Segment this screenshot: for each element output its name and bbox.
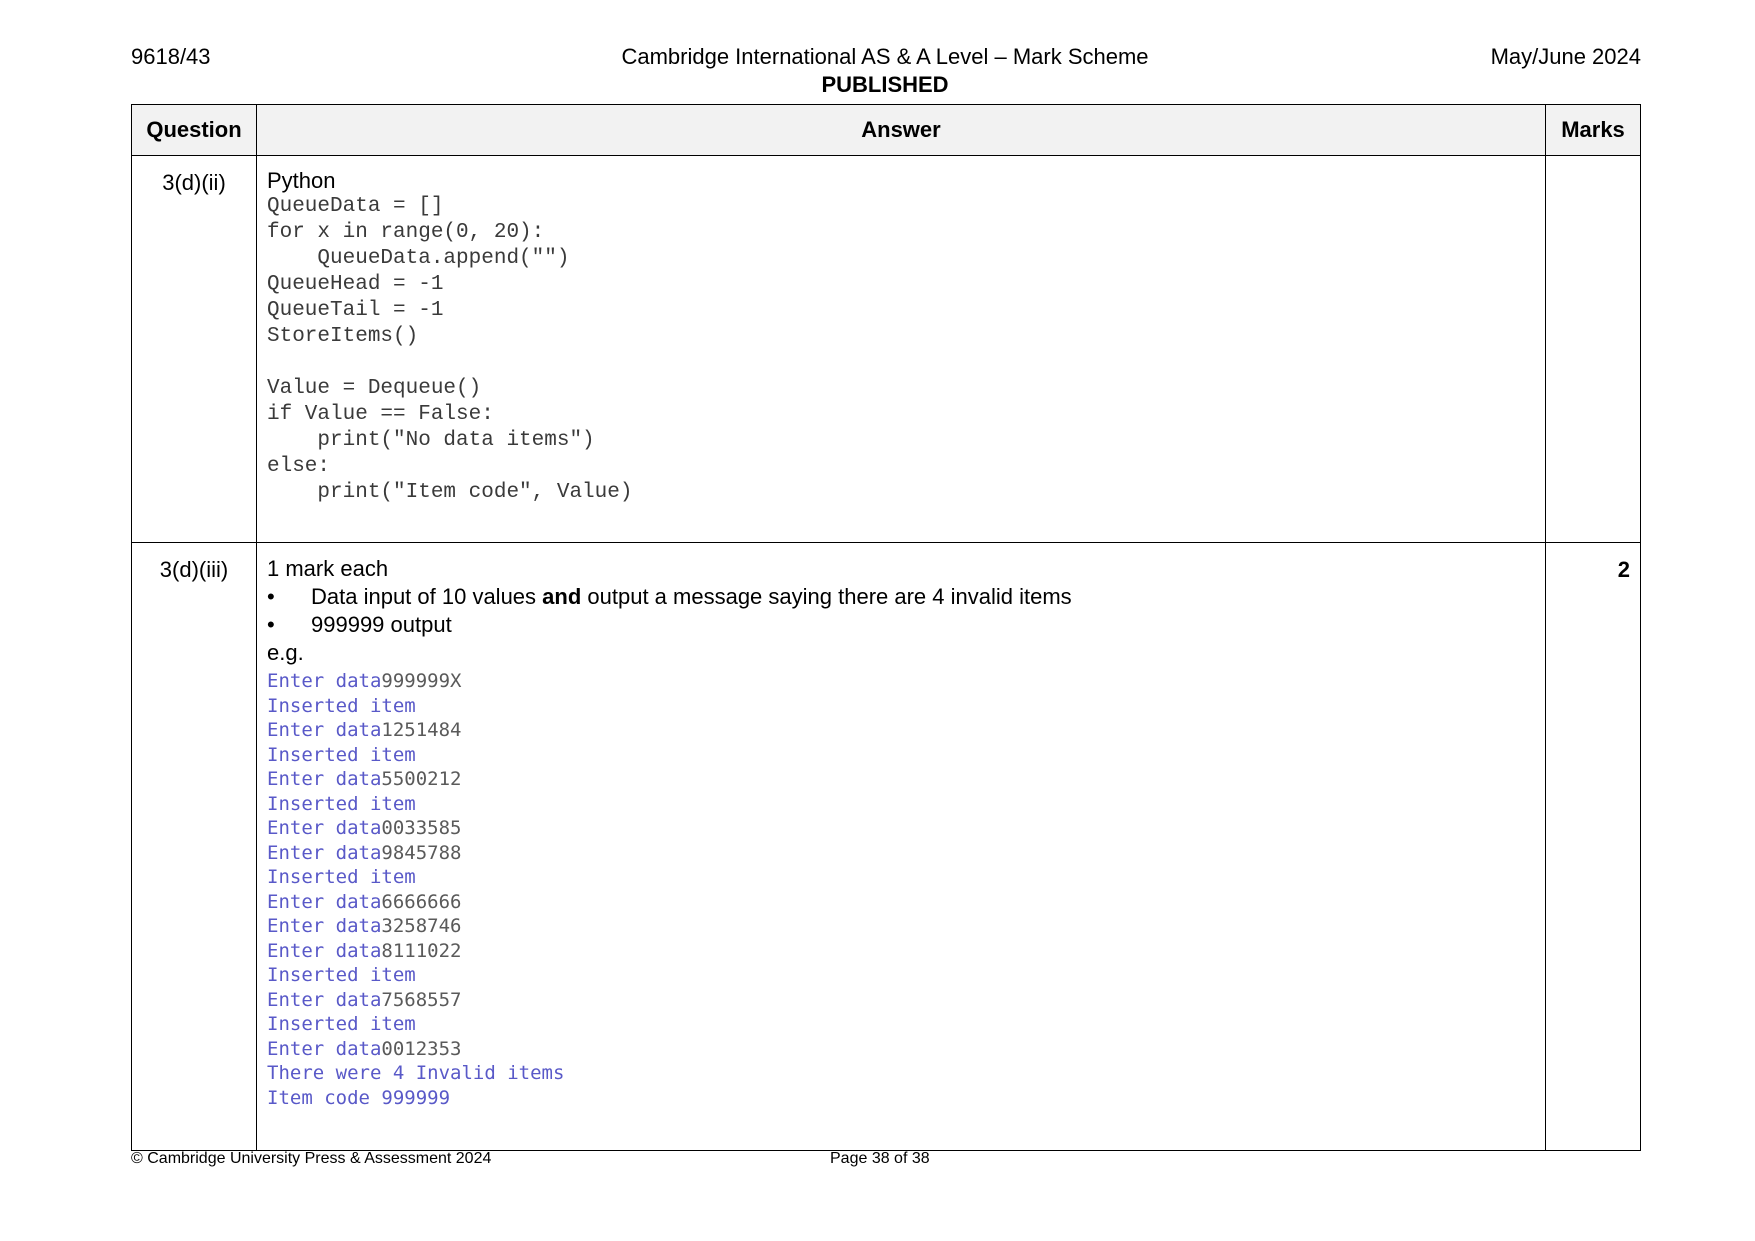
console-prompt: Inserted item [267,964,416,986]
console-prompt: Enter data [267,1037,382,1060]
python-code-block: QueueData = [] for x in range(0, 20): QueueData.append("") QueueHead = -1 QueueTail = -1 StoreItems() Value = Dequeue() if Value == False: print("No data items") else: print("Item code", Value) [267,195,633,504]
question-number: 3(d)(iii) [132,543,257,1151]
copyright-notice: © Cambridge University Press & Assessment 2024 [131,1150,492,1167]
console-line [267,963,1535,988]
console-prompt: There were 4 Invalid items [267,1062,565,1084]
language-label: Python [267,168,336,193]
console-prompt: Inserted item [267,743,416,766]
question-number: 3(d)(ii) [132,156,257,543]
console-input-value: 6666666 [381,890,462,913]
question-column-header: Question [132,105,257,156]
console-input-value: 999999X [381,670,462,692]
marking-point-emphasis: and [542,584,582,609]
answer-cell [257,543,1546,1151]
console-line [267,1086,1535,1111]
example-label: e.g. [267,640,304,665]
console-prompt: Inserted item [267,866,416,888]
console-prompt: Enter data [267,670,382,692]
marking-point-text: 999999 output [311,612,452,637]
table-row [132,543,1641,1151]
list-item [267,611,1535,639]
console-prompt: Enter data [267,817,382,839]
console-line [267,792,1535,817]
console-line [267,914,1535,939]
console-prompt: Enter data [267,768,382,790]
answer-column-header: Answer [257,105,1546,156]
console-input-value: 8111022 [381,939,462,962]
console-line [267,816,1535,841]
mark-scheme-table [131,104,1641,1151]
console-line [267,767,1535,792]
console-prompt: Enter data [267,939,382,962]
console-prompt: Enter data [267,988,382,1011]
console-prompt: Inserted item [267,792,416,815]
bullet-icon: • [267,584,275,609]
console-line [267,865,1535,890]
marking-point-text: Data input of 10 values [311,584,543,609]
console-line [267,743,1535,768]
console-line [267,890,1535,915]
marks-column-header: Marks [1546,105,1641,156]
console-line [267,988,1535,1013]
document-title: Cambridge International AS & A Level – Mark Scheme [621,44,1149,69]
console-line [267,841,1535,866]
answer-cell [257,156,1546,543]
console-line [267,694,1535,719]
table-header-row [132,105,1641,156]
console-prompt: Inserted item [267,1013,416,1035]
console-line [267,669,1535,694]
console-prompt: Inserted item [267,694,416,717]
console-prompt: Enter data [267,890,382,913]
console-prompt: Enter data [267,841,382,864]
console-line [267,939,1535,964]
page-number: Page 38 of 38 [830,1150,930,1167]
console-line [267,1037,1535,1062]
exam-session: May/June 2024 [1490,44,1641,69]
console-input-value: 5500212 [381,768,462,790]
paper-code: 9618/43 [131,44,211,69]
marks-value [1546,156,1641,543]
marking-points [267,583,1535,639]
console-input-value: 9845788 [381,841,462,864]
bullet-icon: • [267,612,275,637]
console-prompt: Item code 999999 [267,1086,451,1109]
console-input-value: 0012353 [381,1037,462,1060]
console-prompt: Enter data [267,915,382,937]
console-input-value: 0033585 [381,817,462,839]
console-input-value: 3258746 [381,915,462,937]
console-line [267,1012,1535,1037]
published-label: PUBLISHED [821,72,949,97]
table-row [132,156,1641,543]
console-line [267,718,1535,743]
list-item [267,583,1535,611]
console-line [267,1061,1535,1086]
marks-value: 2 [1546,543,1641,1151]
mark-allocation: 1 mark each [267,556,389,581]
console-prompt: Enter data [267,719,382,741]
marking-point-text: output a message saying there are 4 invalid items [581,584,1072,609]
console-input-value: 7568557 [381,988,462,1011]
console-output-screenshot [267,669,1535,1110]
console-input-value: 1251484 [381,719,462,741]
